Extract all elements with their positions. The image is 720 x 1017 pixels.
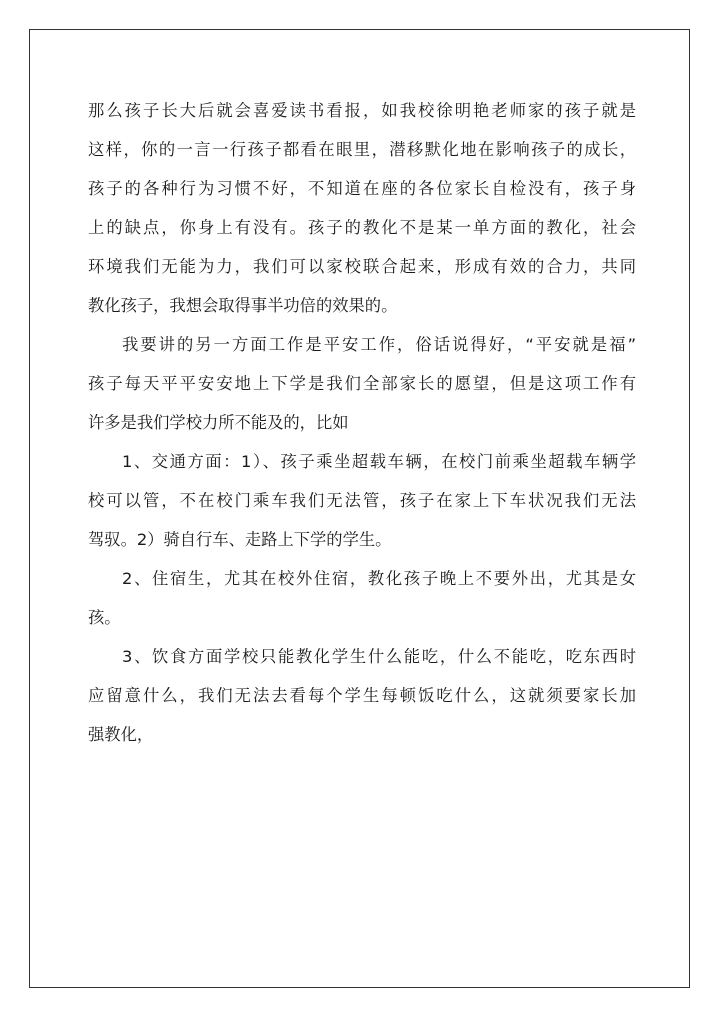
text-line: 3、饮食方面学校只能教化学生什么能吃，什么不能吃，吃东西时 (122, 647, 636, 666)
text-line: 孩。 (88, 608, 121, 627)
text-line: 孩子每天平平安安地上下学是我们全部家长的愿望，但是这项工作有 (88, 374, 636, 393)
text-line: 许多是我们学校力所不能及的，比如 (88, 413, 349, 432)
text-line: 教化孩子，我想会取得事半功倍的效果的。 (88, 296, 398, 315)
text-line: 上的缺点，你身上有没有。孩子的教化不是某一单方面的教化，社会 (88, 218, 636, 237)
text-line: 校可以管，不在校门乘车我们无法管，孩子在家上下车状况我们无法 (88, 491, 636, 510)
document-body (88, 94, 636, 757)
text-line: 孩子的各种行为习惯不好，不知道在座的各位家长自检没有，孩子身 (88, 179, 636, 198)
text-line: 这样，你的一言一行孩子都看在眼里，潜移默化地在影响孩子的成长， (88, 140, 636, 159)
text-line: 我要讲的另一方面工作是平安工作，俗话说得好，“平安就是福” (122, 335, 636, 354)
text-line: 那么孩子长大后就会喜爱读书看报，如我校徐明艳老师家的孩子就是 (88, 101, 636, 120)
text-line: 环境我们无能为力，我们可以家校联合起来，形成有效的合力，共同 (88, 257, 636, 276)
text-line: 2、住宿生，尤其在校外住宿，教化孩子晚上不要外出，尤其是女 (122, 569, 636, 588)
text-line: 强教化， (88, 725, 154, 744)
text-line: 驾驭。2）骑自行车、走路上下学的学生。 (88, 530, 392, 549)
text-line: 1、交通方面：1）、孩子乘坐超载车辆，在校门前乘坐超载车辆学 (122, 452, 636, 471)
text-line: 应留意什么，我们无法去看每个学生每顿饭吃什么，这就须要家长加 (88, 686, 636, 705)
